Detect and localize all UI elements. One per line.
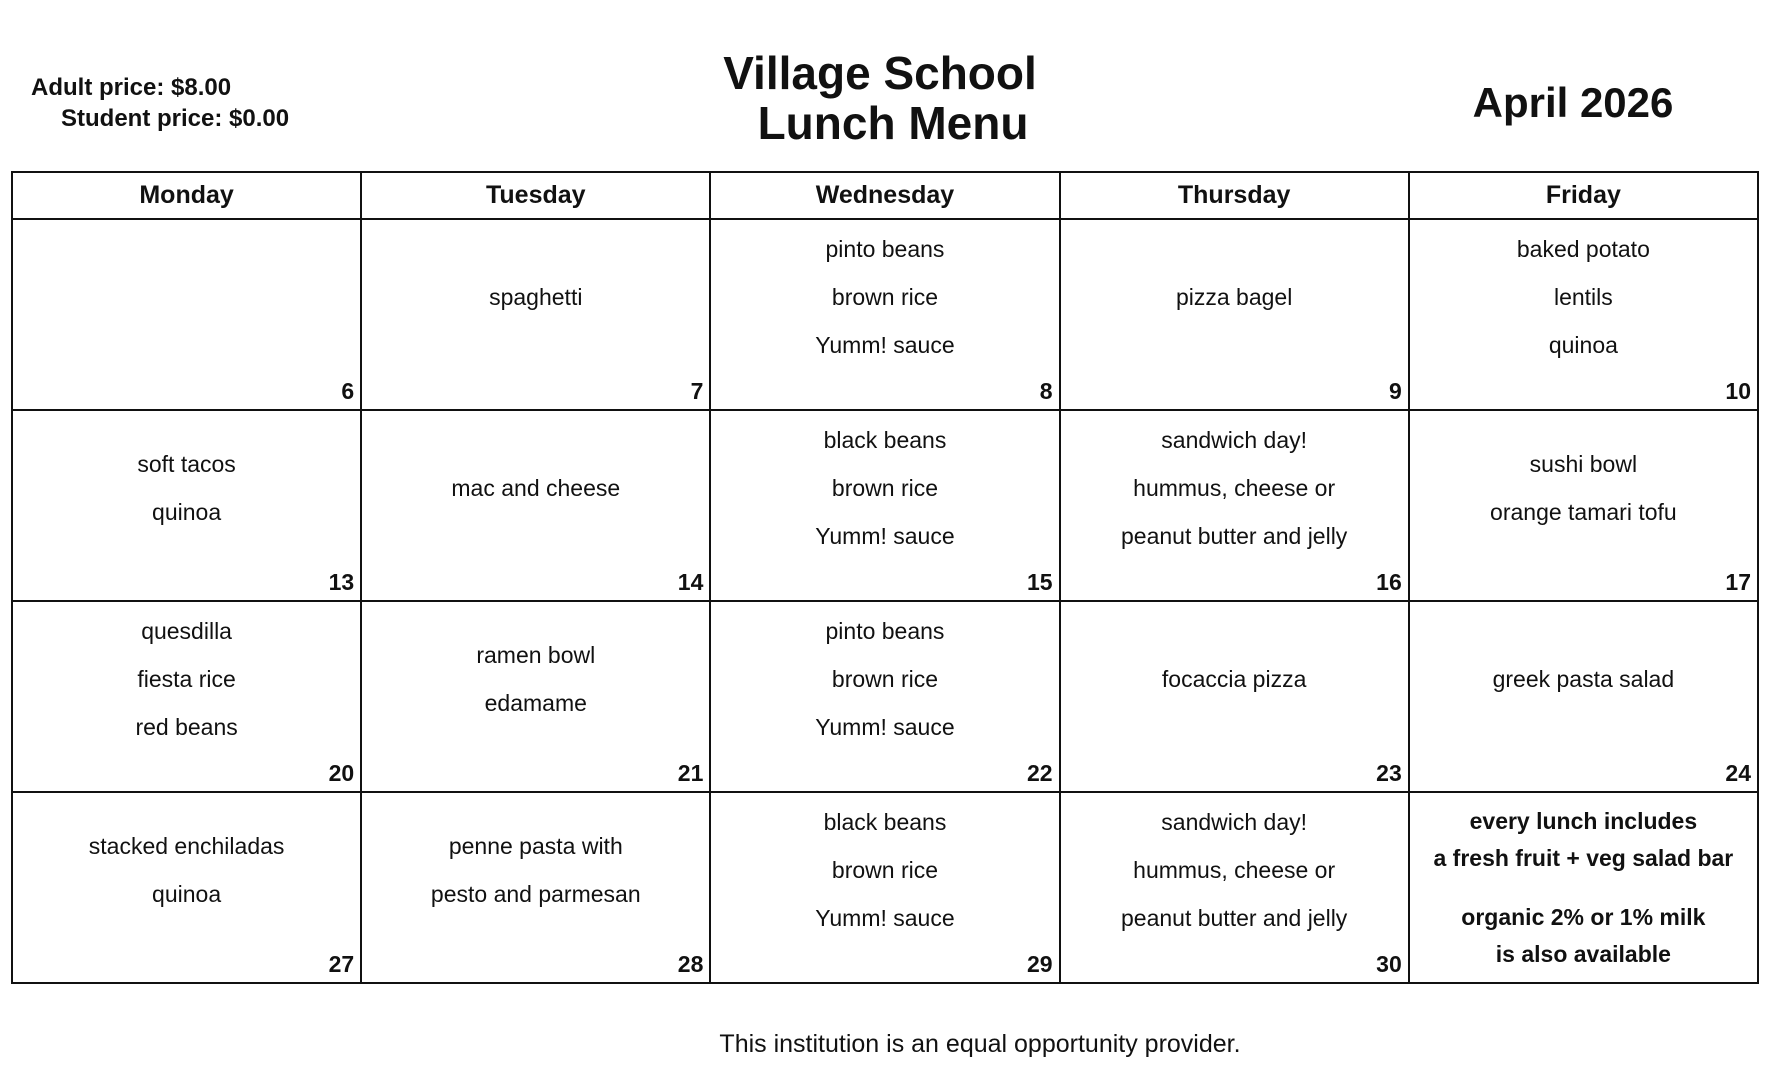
week-row bbox=[12, 410, 1758, 601]
menu-items bbox=[13, 411, 360, 564]
day-cell bbox=[12, 601, 361, 792]
menu-items bbox=[13, 602, 360, 755]
menu-items bbox=[1410, 220, 1757, 373]
menu-item: quinoa bbox=[152, 880, 222, 907]
menu-item: sandwich day! bbox=[1161, 426, 1308, 453]
week-row bbox=[12, 219, 1758, 410]
day-cell bbox=[1409, 410, 1758, 601]
menu-items bbox=[362, 220, 709, 373]
day-cell bbox=[12, 410, 361, 601]
note-line: every lunch includes bbox=[1469, 807, 1698, 834]
day-number: 20 bbox=[328, 760, 355, 786]
day-number: 29 bbox=[1026, 951, 1053, 977]
menu-item: edamame bbox=[484, 689, 587, 716]
menu-items bbox=[1061, 602, 1408, 755]
menu-item: stacked enchiladas bbox=[88, 832, 285, 859]
adult-price: Adult price: $8.00 bbox=[31, 74, 232, 101]
menu-item: peanut butter and jelly bbox=[1120, 522, 1348, 549]
menu-items bbox=[362, 793, 709, 946]
price-info bbox=[31, 72, 289, 134]
day-number: 13 bbox=[328, 569, 355, 595]
menu-item: sandwich day! bbox=[1161, 808, 1308, 835]
day-cell bbox=[710, 410, 1059, 601]
menu-item: sushi bowl bbox=[1529, 450, 1638, 477]
page-title bbox=[600, 48, 1160, 148]
footer-statement: This institution is an equal opportunity provider. bbox=[719, 1030, 1241, 1058]
weekday-header: Friday bbox=[1409, 172, 1758, 219]
menu-item: hummus, cheese or bbox=[1133, 856, 1336, 883]
student-price: Student price: $0.00 bbox=[61, 105, 290, 132]
menu-items bbox=[13, 793, 360, 946]
menu-item: pesto and parmesan bbox=[430, 880, 641, 907]
menu-item: greek pasta salad bbox=[1492, 665, 1675, 692]
menu-items bbox=[1061, 793, 1408, 946]
menu-item: brown rice bbox=[831, 665, 939, 692]
day-cell bbox=[361, 219, 710, 410]
menu-item: fiesta rice bbox=[137, 665, 236, 692]
title-line-2: Lunch Menu bbox=[757, 97, 1029, 149]
menu-items bbox=[1410, 411, 1757, 564]
menu-items bbox=[711, 220, 1058, 373]
menu-item: lentils bbox=[1553, 283, 1613, 310]
menu-items bbox=[711, 602, 1058, 755]
day-cell bbox=[361, 601, 710, 792]
day-number: 24 bbox=[1725, 760, 1751, 786]
menu-item: pizza bagel bbox=[1175, 283, 1293, 310]
menu-item: quesdilla bbox=[141, 617, 232, 644]
note-line: a fresh fruit + veg salad bar bbox=[1433, 844, 1734, 871]
menu-item: pinto beans bbox=[825, 617, 945, 644]
menu-calendar bbox=[11, 171, 1759, 984]
menu-item: brown rice bbox=[831, 474, 939, 501]
day-number: 10 bbox=[1725, 378, 1751, 404]
day-cell bbox=[710, 792, 1059, 983]
day-cell bbox=[1409, 792, 1758, 983]
menu-item: quinoa bbox=[1548, 331, 1618, 358]
menu-item: peanut butter and jelly bbox=[1120, 904, 1348, 931]
day-number: 6 bbox=[341, 378, 355, 404]
week-row bbox=[12, 792, 1758, 983]
day-number: 23 bbox=[1376, 760, 1402, 786]
day-number: 21 bbox=[677, 760, 704, 786]
day-number: 17 bbox=[1725, 569, 1751, 595]
day-cell bbox=[1409, 601, 1758, 792]
day-number: 7 bbox=[690, 378, 704, 404]
menu-item: Yumm! sauce bbox=[815, 904, 955, 931]
day-cell bbox=[710, 601, 1059, 792]
week-row bbox=[12, 601, 1758, 792]
menu-item: soft tacos bbox=[137, 450, 236, 477]
day-cell bbox=[361, 410, 710, 601]
title-line-1: Village School bbox=[723, 47, 1037, 99]
weekday-header: Wednesday bbox=[710, 172, 1059, 219]
day-number: 15 bbox=[1026, 569, 1053, 595]
menu-item: mac and cheese bbox=[451, 474, 621, 501]
menu-item: pinto beans bbox=[825, 235, 945, 262]
menu-item: Yumm! sauce bbox=[815, 522, 955, 549]
day-cell bbox=[710, 219, 1059, 410]
menu-item: focaccia pizza bbox=[1161, 665, 1307, 692]
day-cell bbox=[12, 792, 361, 983]
menu-item: penne pasta with bbox=[448, 832, 623, 859]
day-cell bbox=[1060, 219, 1409, 410]
day-number: 8 bbox=[1039, 378, 1053, 404]
menu-item: baked potato bbox=[1516, 235, 1650, 262]
menu-items bbox=[711, 411, 1058, 564]
day-number: 14 bbox=[677, 569, 704, 595]
day-number: 30 bbox=[1376, 951, 1402, 977]
weekday-header: Thursday bbox=[1060, 172, 1409, 219]
menu-item: ramen bowl bbox=[476, 641, 596, 668]
menu-note bbox=[1410, 793, 1757, 982]
menu-items bbox=[711, 793, 1058, 946]
weekday-header: Monday bbox=[12, 172, 361, 219]
note-line: is also available bbox=[1495, 940, 1671, 967]
menu-item: brown rice bbox=[831, 283, 939, 310]
weekday-header: Tuesday bbox=[361, 172, 710, 219]
menu-item: red beans bbox=[135, 713, 238, 740]
note-line: organic 2% or 1% milk bbox=[1461, 903, 1706, 930]
day-cell bbox=[1060, 792, 1409, 983]
day-cell bbox=[12, 219, 361, 410]
menu-items bbox=[1061, 220, 1408, 373]
day-number: 9 bbox=[1388, 378, 1402, 404]
month-heading: April 2026 bbox=[1472, 79, 1674, 126]
menu-item: Yumm! sauce bbox=[815, 331, 955, 358]
day-cell bbox=[361, 792, 710, 983]
menu-item: hummus, cheese or bbox=[1133, 474, 1336, 501]
calendar-body bbox=[12, 219, 1758, 983]
day-number: 16 bbox=[1376, 569, 1402, 595]
menu-item: spaghetti bbox=[489, 283, 583, 310]
menu-items bbox=[362, 411, 709, 564]
menu-item: quinoa bbox=[152, 498, 222, 525]
day-cell bbox=[1409, 219, 1758, 410]
day-number: 22 bbox=[1026, 760, 1053, 786]
day-number: 28 bbox=[677, 951, 704, 977]
menu-item: brown rice bbox=[831, 856, 939, 883]
menu-item: black beans bbox=[823, 426, 947, 453]
day-number: 27 bbox=[328, 951, 355, 977]
menu-items bbox=[1061, 411, 1408, 564]
day-cell bbox=[1060, 410, 1409, 601]
menu-items bbox=[13, 220, 360, 373]
weekday-header-row bbox=[12, 172, 1758, 219]
menu-items bbox=[1410, 602, 1757, 755]
day-cell bbox=[1060, 601, 1409, 792]
menu-item: orange tamari tofu bbox=[1490, 498, 1677, 525]
menu-items bbox=[362, 602, 709, 755]
menu-item: Yumm! sauce bbox=[815, 713, 955, 740]
menu-item: black beans bbox=[823, 808, 947, 835]
